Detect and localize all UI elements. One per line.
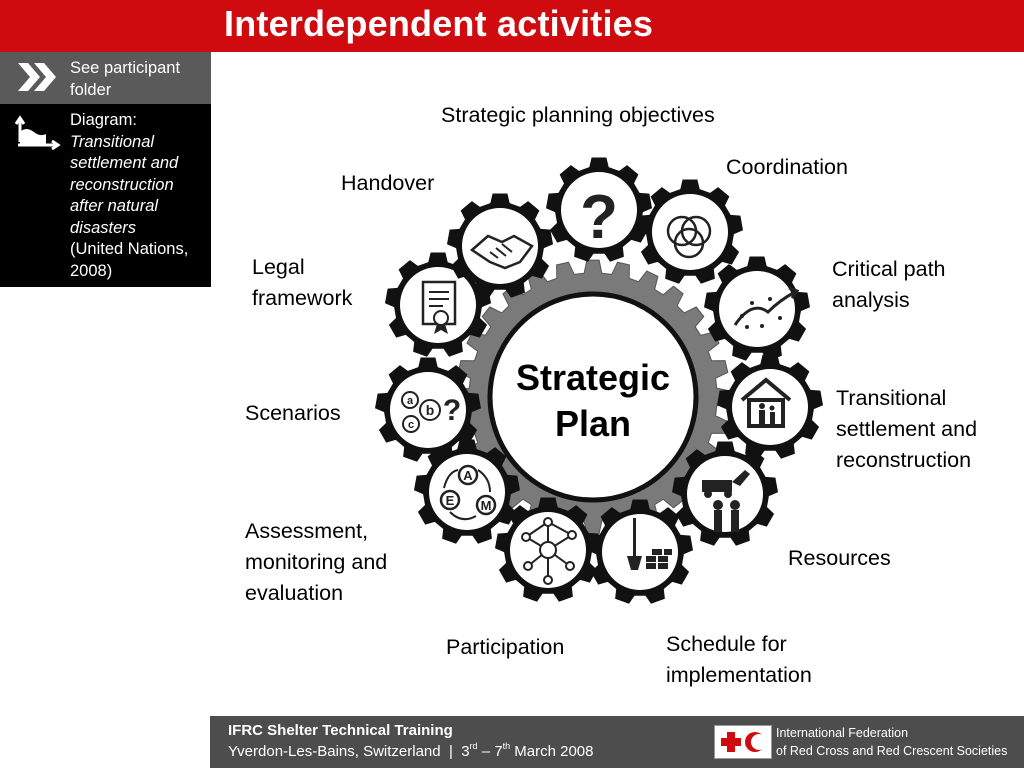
center-title-line2: Plan [554, 403, 632, 444]
svg-text:a: a [406, 395, 414, 407]
svg-text:E: E [445, 493, 455, 508]
page-title: Interdependent activities [224, 3, 654, 44]
svg-text:c: c [407, 419, 415, 431]
reference-title: Transitional settlement and reconstruction after natural disasters [70, 132, 179, 237]
label-coordination: Coordination [726, 155, 848, 179]
label-critical-path-analysis: Critical path analysis [832, 257, 946, 312]
reference-source: (United Nations, 2008) [70, 240, 189, 280]
label-strategic-planning-objectives: Strategic planning objectives [441, 103, 715, 127]
label-participation: Participation [446, 635, 565, 659]
label-schedule-for-implementation: Schedule for implementation [666, 632, 812, 687]
footer-organization: International Federation of Red Cross and Red Crescent Societies [776, 726, 1008, 758]
svg-text:A: A [463, 468, 473, 483]
label-transitional-settlement: Transitional settlement and reconstruction [836, 386, 978, 472]
svg-text:b: b [425, 402, 435, 418]
label-assessment-monitoring-evaluation: Assessment, monitoring and evaluation [245, 519, 388, 605]
activity-gear [587, 500, 693, 604]
activity-gear [414, 440, 520, 544]
question-mark-icon [580, 183, 618, 252]
ifrc-logo [714, 725, 772, 759]
center-title-line1: Strategic [515, 357, 671, 398]
sidebar-folder-label: See participant folder [70, 59, 181, 99]
svg-text:?: ? [442, 394, 462, 427]
label-resources: Resources [788, 546, 891, 570]
label-handover: Handover [341, 171, 435, 195]
reference-prefix: Diagram: [70, 111, 137, 129]
footer-course: IFRC Shelter Technical Training [228, 722, 453, 739]
footer-location-date: Yverdon-Les-Bains, Switzerland | 3rd – 7th March 2008 [228, 741, 594, 760]
red-cross-crescent-icon [715, 726, 771, 758]
svg-text:?: ? [580, 183, 618, 252]
svg-text:M: M [480, 498, 492, 513]
label-scenarios: Scenarios [245, 401, 341, 425]
label-legal-framework: Legal framework [252, 255, 353, 310]
